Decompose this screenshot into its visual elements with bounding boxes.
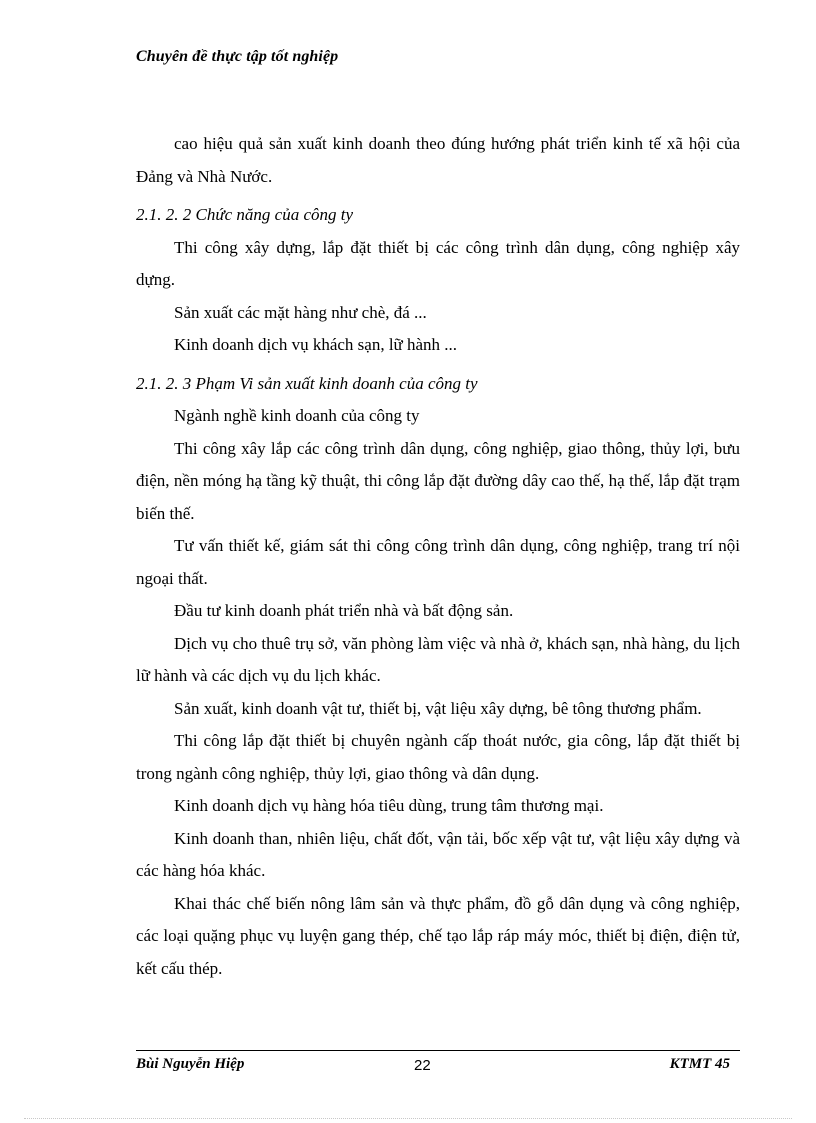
document-header-title: Chuyên đề thực tập tốt nghiệp	[136, 48, 339, 65]
footer-page-number: 22	[414, 1057, 431, 1074]
document-body	[136, 128, 740, 985]
paragraph: Thi công xây dựng, lắp đặt thiết bị các công trình dân dụng, công nghiệp xây dựng.	[136, 237, 740, 289]
section-heading: 2.1. 2. 2 Chức năng của công ty	[136, 205, 354, 224]
paragraph: Kinh doanh dịch vụ khách sạn, lữ hành ...	[174, 335, 458, 354]
page-bottom-edge	[24, 1118, 792, 1119]
paragraph: Đầu tư kinh doanh phát triển nhà và bất động sản.	[174, 601, 514, 620]
paragraph: Sản xuất, kinh doanh vật tư, thiết bị, vật liệu xây dựng, bê tông thương phẩm.	[174, 698, 702, 718]
paragraph: Kinh doanh dịch vụ hàng hóa tiêu dùng, trung tâm thương mại.	[174, 796, 604, 815]
paragraph: cao hiệu quả sản xuất kinh doanh theo đúng hướng phát triển kinh tế xã hội của Đảng và Nhà Nước.	[136, 134, 740, 186]
paragraph: Sản xuất các mặt hàng như chè, đá ...	[174, 302, 427, 322]
paragraph: Thi công xây lắp các công trình dân dụng, công nghiệp, giao thông, thủy lợi, bưu điện, nền móng hạ tầng kỹ thuật, thi công lắp đặt đường dây cao thế, hạ thế, lắp đặt trạm biến thế.	[136, 438, 740, 523]
footer-class-code: KTMT 45	[669, 1056, 730, 1072]
paragraph: Tư vấn thiết kế, giám sát thi công công trình dân dụng, công nghiệp, trang trí nội ngoại thất.	[136, 536, 740, 588]
paragraph: Khai thác chế biến nông lâm sản và thực phẩm, đồ gỗ dân dụng và công nghiệp, các loại quặng phục vụ luyện gang thép, chế tạo lắp ráp máy móc, thiết bị điện, điện tử, kết cấu thép.	[136, 893, 740, 978]
section-heading: 2.1. 2. 3 Phạm Vi sản xuất kinh doanh của công ty	[136, 373, 478, 393]
paragraph: Dịch vụ cho thuê trụ sở, văn phòng làm việc và nhà ở, khách sạn, nhà hàng, du lịch lữ hành và các dịch vụ du lịch khác.	[136, 633, 740, 685]
paragraph: Ngành nghề kinh doanh của công ty	[174, 406, 420, 425]
paragraph: Thi công lắp đặt thiết bị chuyên ngành cấp thoát nước, gia công, lắp đặt thiết bị trong ngành công nghiệp, thủy lợi, giao thông và dân dụng.	[136, 731, 740, 783]
footer-author: Bùi Nguyễn Hiệp	[136, 1056, 245, 1072]
footer-divider	[136, 1050, 740, 1051]
paragraph: Kinh doanh than, nhiên liệu, chất đốt, vận tải, bốc xếp vật tư, vật liệu xây dựng và các hàng hóa khác.	[136, 828, 740, 880]
